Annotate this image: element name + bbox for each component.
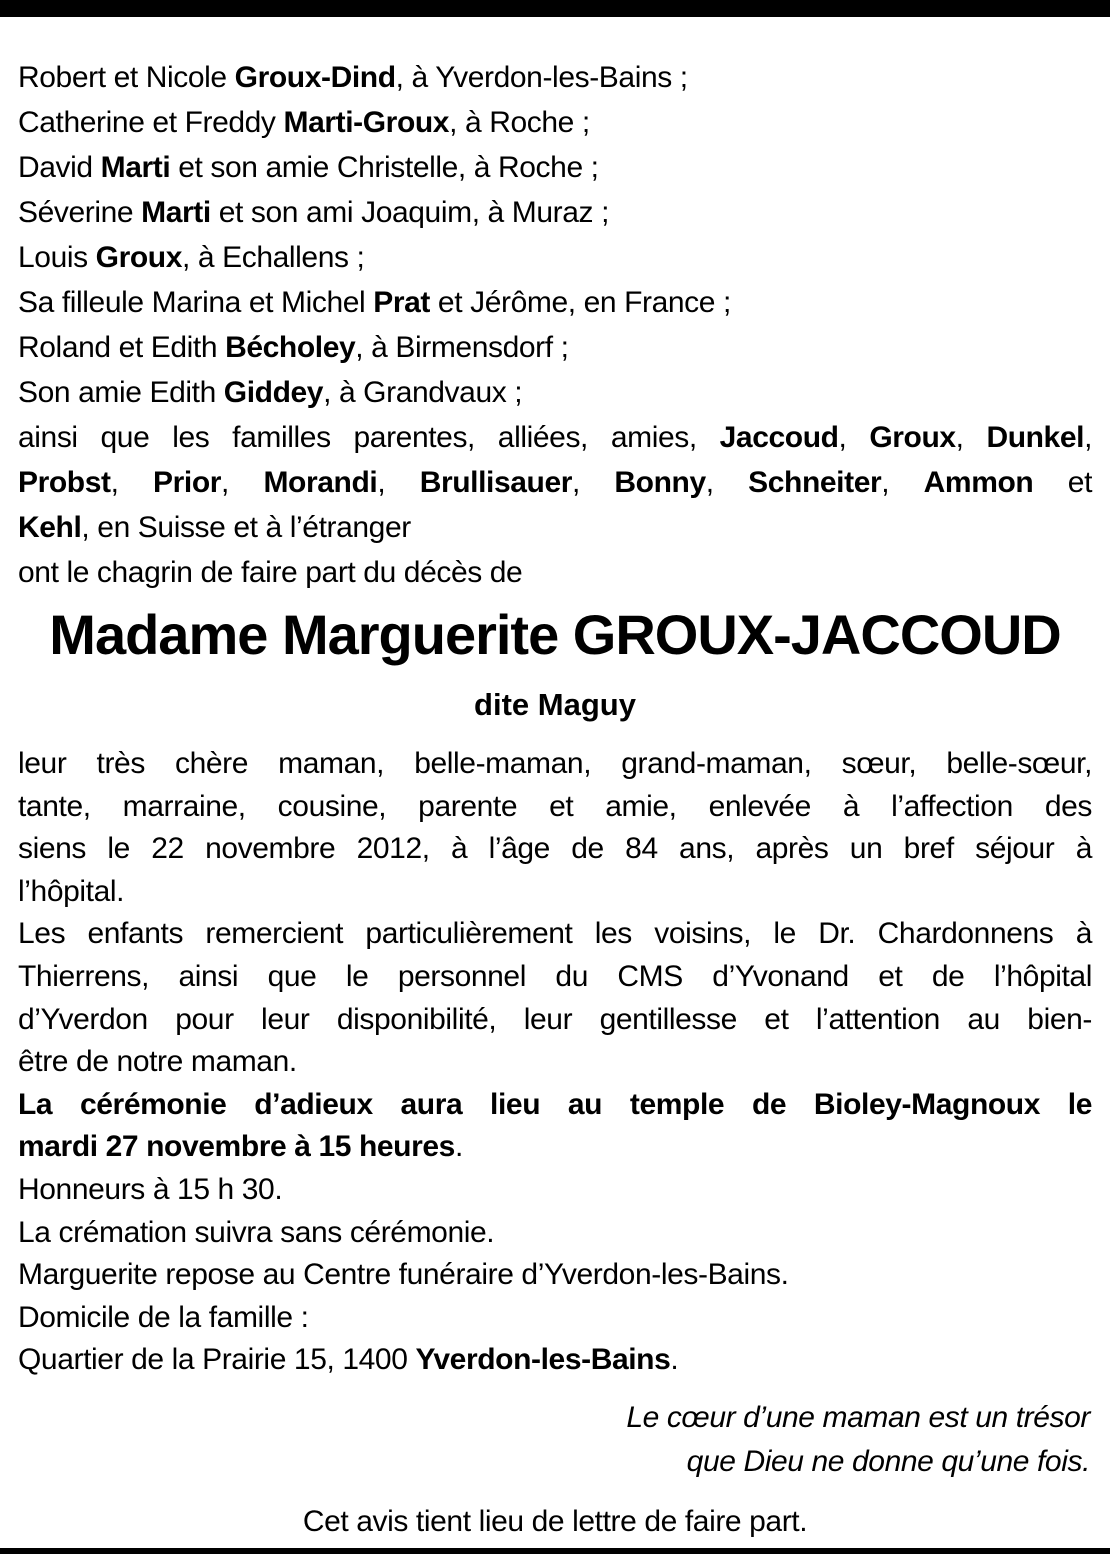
- text-segment: siens le 22 novembre 2012, à l’âge de 84 ans, après un bref séjour à: [18, 832, 1092, 866]
- text-line: [18, 1212, 1092, 1255]
- text-segment: ,: [955, 421, 987, 454]
- bold-name: mardi 27 novembre à 15 heures: [18, 1130, 455, 1164]
- family-list: [18, 55, 1092, 595]
- bold-name: Ammon: [923, 466, 1034, 499]
- text-segment: Domicile de la famille :: [18, 1300, 309, 1334]
- text-segment: Sa filleule Marina et Michel: [18, 286, 374, 319]
- text-line: [18, 1041, 1092, 1084]
- top-border: [0, 0, 1110, 17]
- text-line: [18, 370, 1092, 415]
- text-segment: ainsi que les familles parentes, alliées, amies,: [18, 421, 720, 454]
- bold-name: Kehl: [18, 511, 82, 544]
- quote-line: que Dieu ne donne qu’une fois.: [686, 1445, 1090, 1478]
- bold-name: Giddey: [223, 376, 324, 409]
- bottom-border: [0, 1548, 1110, 1554]
- text-line: [18, 871, 1092, 914]
- text-segment: Séverine: [18, 196, 142, 229]
- text-line: [18, 1169, 1092, 1212]
- text-segment: leur très chère maman, belle-maman, grand-maman, sœur, belle-sœur,: [18, 747, 1092, 780]
- text-segment: et son ami Joaquim, à Muraz ;: [210, 196, 609, 229]
- text-line: [18, 999, 1092, 1042]
- closing-quote: [626, 1396, 1090, 1484]
- text-line: [18, 1126, 1092, 1169]
- text-segment: ont le chagrin de faire part du décès de: [18, 556, 523, 589]
- quote-line: Le cœur d’une maman est un trésor: [626, 1401, 1090, 1434]
- text-line: [18, 1297, 1092, 1340]
- bold-name: Prat: [373, 286, 430, 319]
- text-line: [18, 235, 1092, 280]
- footer-note: Cet avis tient lieu de lettre de faire part.: [302, 1505, 808, 1538]
- bold-name: Schneiter: [748, 466, 882, 499]
- text-line: [18, 1254, 1092, 1297]
- text-segment: Catherine et Freddy: [18, 106, 284, 139]
- bold-name: La cérémonie d’adieux aura lieu au temple de Bioley-Magnoux le: [18, 1087, 1092, 1121]
- text-segment: , à Yverdon-les-Bains ;: [395, 61, 688, 94]
- text-segment: , à Echallens ;: [182, 241, 365, 274]
- text-line: [18, 956, 1092, 999]
- bold-name: Bécholey: [225, 331, 356, 364]
- text-segment: et son amie Christelle, à Roche ;: [170, 151, 599, 184]
- text-segment: .: [454, 1130, 463, 1164]
- text-segment: Marguerite repose au Centre funéraire d’Yverdon-les-Bains.: [18, 1258, 789, 1292]
- bold-name: Groux: [95, 241, 183, 274]
- text-segment: ,: [221, 466, 264, 499]
- text-line: [18, 505, 1092, 550]
- bold-name: Bonny: [614, 466, 706, 499]
- text-line: [18, 913, 1092, 956]
- text-line: [18, 415, 1092, 460]
- text-segment: Son amie Edith: [18, 376, 224, 409]
- bold-name: Dunkel: [986, 421, 1085, 454]
- bold-name: Groux: [869, 421, 956, 454]
- text-segment: ,: [705, 466, 749, 499]
- text-segment: et: [1033, 466, 1092, 499]
- text-segment: La crémation suivra sans cérémonie.: [18, 1215, 495, 1249]
- text-segment: David: [18, 151, 101, 184]
- text-segment: Louis: [18, 241, 96, 274]
- text-segment: Les enfants remercient particulièrement les voisins, le Dr. Chardonnens à: [18, 917, 1092, 951]
- text-segment: l’hôpital.: [18, 874, 125, 908]
- text-line: [18, 55, 1092, 100]
- text-segment: Honneurs à 15 h 30.: [18, 1172, 283, 1206]
- text-segment: ,: [1084, 421, 1092, 454]
- text-segment: .: [670, 1343, 679, 1377]
- announcement-body: [18, 743, 1092, 1382]
- text-line: [18, 190, 1092, 235]
- text-line: [18, 828, 1092, 871]
- text-segment: ,: [110, 466, 154, 499]
- text-segment: Quartier de la Prairie 15, 1400: [18, 1343, 416, 1377]
- bold-name: Jaccoud: [719, 421, 839, 454]
- bold-name: Prior: [153, 466, 222, 499]
- text-segment: ,: [881, 466, 924, 499]
- nickname: dite Maguy: [474, 687, 636, 722]
- text-segment: ,: [377, 466, 420, 499]
- deceased-name: Madame Marguerite GROUX-JACCOUD: [49, 603, 1061, 666]
- text-line: [18, 786, 1092, 829]
- text-segment: , à Birmensdorf ;: [355, 331, 569, 364]
- text-segment: Thierrens, ainsi que le personnel du CMS d’Yvonand et de l’hôpital: [18, 959, 1092, 993]
- text-segment: Robert et Nicole: [18, 61, 235, 94]
- bold-name: Groux-Dind: [234, 61, 396, 94]
- text-segment: ,: [572, 466, 615, 499]
- bold-name: Brullisauer: [419, 466, 573, 499]
- text-line: [18, 1084, 1092, 1127]
- bold-name: Marti: [141, 196, 211, 229]
- text-line: [18, 460, 1092, 505]
- text-line: [18, 325, 1092, 370]
- bold-name: Yverdon-les-Bains: [415, 1343, 671, 1377]
- text-line: [18, 550, 1092, 595]
- text-segment: tante, marraine, cousine, parente et amie, enlevée à l’affection des: [18, 789, 1092, 823]
- text-segment: Roland et Edith: [18, 331, 226, 364]
- text-segment: et Jérôme, en France ;: [430, 286, 731, 319]
- text-line: [18, 145, 1092, 190]
- bold-name: Probst: [18, 466, 111, 499]
- text-line: [18, 100, 1092, 145]
- text-segment: être de notre maman.: [18, 1045, 297, 1079]
- text-segment: , en Suisse et à l’étranger: [81, 511, 411, 544]
- text-line: [18, 280, 1092, 325]
- bold-name: Morandi: [263, 466, 378, 499]
- text-segment: ,: [838, 421, 870, 454]
- bold-name: Marti: [100, 151, 171, 184]
- bold-name: Marti-Groux: [283, 106, 450, 139]
- text-segment: , à Roche ;: [449, 106, 590, 139]
- text-line: [18, 743, 1092, 786]
- text-line: [18, 1339, 1092, 1382]
- text-segment: d’Yverdon pour leur disponibilité, leur gentillesse et l’attention au bien-: [18, 1002, 1092, 1036]
- text-segment: , à Grandvaux ;: [323, 376, 523, 409]
